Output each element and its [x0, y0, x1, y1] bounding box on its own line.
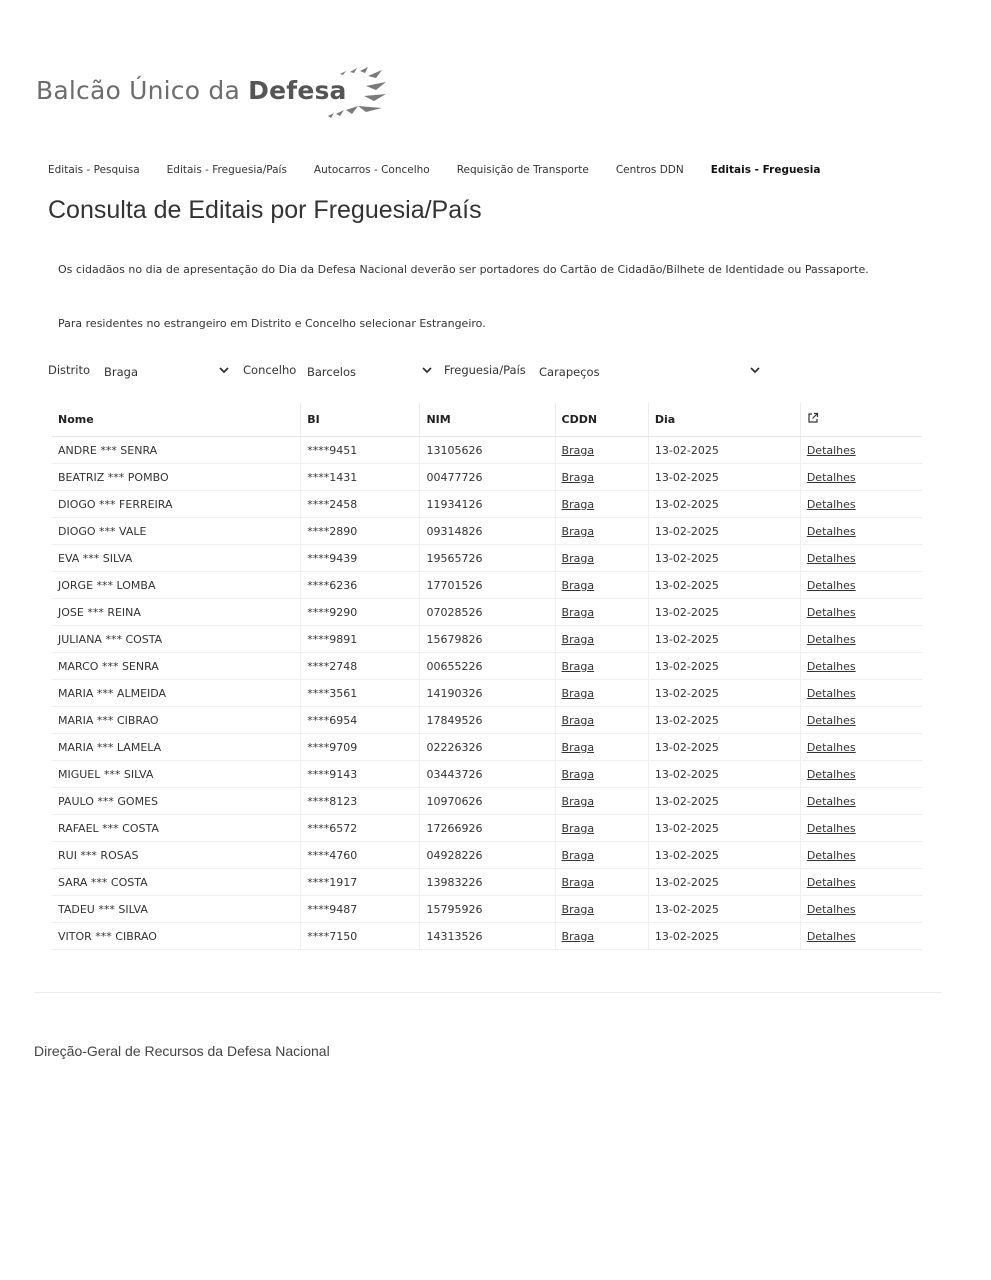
cell-dia: 13-02-2025: [648, 572, 800, 599]
cddn-link[interactable]: Braga: [561, 740, 595, 754]
cell-cddn: [555, 491, 648, 518]
brand-name: Balcão Único da Defesa: [36, 76, 347, 105]
cell-bi: ****9487: [301, 896, 420, 923]
cell-nome: ANDRE *** SENRA: [52, 437, 301, 464]
detalhes-link[interactable]: Detalhes: [806, 686, 856, 700]
cell-cddn: [555, 923, 648, 950]
table-row: [52, 842, 922, 869]
table-row: [52, 491, 922, 518]
birds-logo-icon: [306, 62, 396, 126]
cell-link: [800, 491, 922, 518]
cell-nim: 19565726: [420, 545, 555, 572]
cell-nim: 10970626: [420, 788, 555, 815]
table-row: [52, 464, 922, 491]
cell-dia: 13-02-2025: [648, 815, 800, 842]
cell-cddn: [555, 464, 648, 491]
header-bi: BI: [301, 403, 420, 437]
cell-bi: ****6954: [301, 707, 420, 734]
footer-divider: [34, 992, 942, 993]
nav-editais-pesquisa[interactable]: Editais - Pesquisa: [48, 164, 140, 176]
cell-bi: ****9709: [301, 734, 420, 761]
cell-link: [800, 788, 922, 815]
table-row: [52, 653, 922, 680]
concelho-value: Barcelos: [307, 365, 357, 379]
table-row: [52, 437, 922, 464]
cell-nim: 17849526: [420, 707, 555, 734]
cell-nome: VITOR *** CIBRAO: [52, 923, 301, 950]
header-cddn: CDDN: [555, 403, 648, 437]
cell-link: [800, 842, 922, 869]
cell-nim: 13983226: [420, 869, 555, 896]
cell-bi: ****6236: [301, 572, 420, 599]
cell-bi: ****9143: [301, 761, 420, 788]
cell-link: [800, 437, 922, 464]
detalhes-link[interactable]: Detalhes: [806, 659, 856, 673]
cell-dia: 13-02-2025: [648, 653, 800, 680]
table-row: [52, 626, 922, 653]
nav-editais-freguesia[interactable]: Editais - Freguesia: [710, 164, 821, 176]
cell-bi: ****7150: [301, 923, 420, 950]
header-nome: Nome: [52, 403, 301, 437]
distrito-label: Distrito: [48, 363, 91, 377]
detalhes-link[interactable]: Detalhes: [806, 929, 856, 943]
cell-nome: DIOGO *** FERREIRA: [52, 491, 301, 518]
nav-centros-ddn[interactable]: Centros DDN: [615, 164, 684, 176]
cell-nome: TADEU *** SILVA: [52, 896, 301, 923]
detalhes-link[interactable]: Detalhes: [806, 848, 856, 862]
table-row: [52, 734, 922, 761]
cddn-link[interactable]: Braga: [561, 551, 595, 565]
cell-nim: 09314826: [420, 518, 555, 545]
cell-nome: EVA *** SILVA: [52, 545, 301, 572]
cddn-link[interactable]: Braga: [561, 713, 595, 727]
freguesia-label: Freguesia/País: [444, 363, 526, 377]
editais-table: [52, 403, 922, 950]
cell-dia: 13-02-2025: [648, 896, 800, 923]
cddn-link[interactable]: Braga: [561, 470, 595, 484]
cell-cddn: [555, 815, 648, 842]
concelho-select[interactable]: [299, 360, 439, 384]
cell-bi: ****8123: [301, 788, 420, 815]
detalhes-link[interactable]: Detalhes: [806, 902, 856, 916]
table-row: [52, 788, 922, 815]
cell-nome: PAULO *** GOMES: [52, 788, 301, 815]
cell-nim: 07028526: [420, 599, 555, 626]
cell-nim: 15679826: [420, 626, 555, 653]
nav-editais-freguesia-pais[interactable]: Editais - Freguesia/País: [166, 164, 287, 176]
cell-cddn: [555, 869, 648, 896]
cell-bi: ****4760: [301, 842, 420, 869]
cell-dia: 13-02-2025: [648, 707, 800, 734]
cell-cddn: [555, 653, 648, 680]
cell-nim: 04928226: [420, 842, 555, 869]
cell-nome: JULIANA *** COSTA: [52, 626, 301, 653]
page-title: Consulta de Editais por Freguesia/País: [48, 196, 482, 224]
detalhes-link[interactable]: Detalhes: [806, 821, 856, 835]
cell-bi: ****1431: [301, 464, 420, 491]
cell-cddn: [555, 626, 648, 653]
cell-link: [800, 896, 922, 923]
detalhes-link[interactable]: Detalhes: [806, 443, 856, 457]
header-dia: Dia: [648, 403, 800, 437]
cell-nim: 17266926: [420, 815, 555, 842]
cell-dia: 13-02-2025: [648, 788, 800, 815]
cell-nim: 15795926: [420, 896, 555, 923]
cell-cddn: [555, 761, 648, 788]
cell-nim: 13105626: [420, 437, 555, 464]
cddn-link[interactable]: Braga: [561, 605, 595, 619]
cell-cddn: [555, 896, 648, 923]
cell-dia: 13-02-2025: [648, 464, 800, 491]
cell-dia: 13-02-2025: [648, 761, 800, 788]
table-row: [52, 680, 922, 707]
freguesia-select[interactable]: [531, 360, 767, 384]
freguesia-value: Carapeços: [539, 365, 600, 379]
cell-nim: 14313526: [420, 923, 555, 950]
cell-cddn: [555, 707, 648, 734]
cell-link: [800, 707, 922, 734]
cell-bi: ****9290: [301, 599, 420, 626]
cell-bi: ****6572: [301, 815, 420, 842]
chevron-down-icon: [749, 364, 761, 376]
cell-bi: ****2748: [301, 653, 420, 680]
cell-dia: 13-02-2025: [648, 626, 800, 653]
detalhes-link[interactable]: Detalhes: [806, 713, 856, 727]
detalhes-link[interactable]: Detalhes: [806, 875, 856, 889]
cell-bi: ****1917: [301, 869, 420, 896]
cell-cddn: [555, 518, 648, 545]
cell-nim: 11934126: [420, 491, 555, 518]
header-nim: NIM: [420, 403, 555, 437]
cddn-link[interactable]: Braga: [561, 902, 595, 916]
detalhes-link[interactable]: Detalhes: [806, 632, 856, 646]
concelho-label: Concelho: [243, 363, 297, 377]
cell-nim: 00655226: [420, 653, 555, 680]
table-row: [52, 707, 922, 734]
cell-dia: 13-02-2025: [648, 842, 800, 869]
cell-nim: 17701526: [420, 572, 555, 599]
cell-nim: 14190326: [420, 680, 555, 707]
info-documents: Os cidadãos no dia de apresentação do Dia da Defesa Nacional deverão ser portadores do Cartão de Cidadão/Bilhete de Identidade ou Passaporte.: [58, 263, 869, 276]
detalhes-link[interactable]: Detalhes: [806, 605, 856, 619]
cell-nome: RAFAEL *** COSTA: [52, 815, 301, 842]
cell-bi: ****9891: [301, 626, 420, 653]
detalhes-link[interactable]: Detalhes: [806, 497, 856, 511]
cddn-link[interactable]: Braga: [561, 443, 595, 457]
detalhes-link[interactable]: Detalhes: [806, 767, 856, 781]
cell-nome: DIOGO *** VALE: [52, 518, 301, 545]
cell-link: [800, 734, 922, 761]
cell-link: [800, 653, 922, 680]
chevron-down-icon: [421, 364, 433, 376]
cell-dia: 13-02-2025: [648, 491, 800, 518]
cell-bi: ****9439: [301, 545, 420, 572]
cddn-link[interactable]: Braga: [561, 848, 595, 862]
cell-cddn: [555, 437, 648, 464]
cell-cddn: [555, 734, 648, 761]
brand-logo[interactable]: [36, 62, 366, 132]
cddn-link[interactable]: Braga: [561, 875, 595, 889]
cell-cddn: [555, 599, 648, 626]
cell-nome: MARCO *** SENRA: [52, 653, 301, 680]
cell-bi: ****9451: [301, 437, 420, 464]
cddn-link[interactable]: Braga: [561, 794, 595, 808]
chevron-down-icon: [218, 364, 230, 376]
table-row: [52, 896, 922, 923]
cell-link: [800, 626, 922, 653]
cell-link: [800, 572, 922, 599]
cddn-link[interactable]: Braga: [561, 497, 595, 511]
table-row: [52, 761, 922, 788]
cell-nome: MIGUEL *** SILVA: [52, 761, 301, 788]
cddn-link[interactable]: Braga: [561, 767, 595, 781]
cell-cddn: [555, 842, 648, 869]
cell-cddn: [555, 545, 648, 572]
distrito-select[interactable]: [96, 360, 236, 384]
detalhes-link[interactable]: Detalhes: [806, 794, 856, 808]
cell-nome: JOSE *** REINA: [52, 599, 301, 626]
table-row: [52, 518, 922, 545]
cddn-link[interactable]: Braga: [561, 524, 595, 538]
cell-nome: MARIA *** LAMELA: [52, 734, 301, 761]
cell-nome: MARIA *** CIBRAO: [52, 707, 301, 734]
cell-dia: 13-02-2025: [648, 680, 800, 707]
cell-link: [800, 680, 922, 707]
cddn-link[interactable]: Braga: [561, 578, 595, 592]
brand-name-bold: Defesa: [248, 76, 347, 105]
cell-link: [800, 464, 922, 491]
cell-bi: ****3561: [301, 680, 420, 707]
cell-nim: 03443726: [420, 761, 555, 788]
cell-cddn: [555, 788, 648, 815]
cell-bi: ****2890: [301, 518, 420, 545]
cddn-link[interactable]: Braga: [561, 632, 595, 646]
nav-requisicao-transporte[interactable]: Requisição de Transporte: [456, 164, 589, 176]
cell-cddn: [555, 572, 648, 599]
cell-nome: SARA *** COSTA: [52, 869, 301, 896]
cell-nome: MARIA *** ALMEIDA: [52, 680, 301, 707]
table-row: [52, 923, 922, 950]
cell-dia: 13-02-2025: [648, 518, 800, 545]
cell-dia: 13-02-2025: [648, 734, 800, 761]
cddn-link[interactable]: Braga: [561, 686, 595, 700]
cell-nim: 00477726: [420, 464, 555, 491]
distrito-value: Braga: [104, 365, 139, 379]
cell-nome: RUI *** ROSAS: [52, 842, 301, 869]
detalhes-link[interactable]: Detalhes: [806, 551, 856, 565]
cell-link: [800, 518, 922, 545]
detalhes-link[interactable]: Detalhes: [806, 578, 856, 592]
cell-cddn: [555, 680, 648, 707]
table-row: [52, 815, 922, 842]
footer-text: Direção-Geral de Recursos da Defesa Nacional: [34, 1043, 330, 1059]
cell-dia: 13-02-2025: [648, 545, 800, 572]
detalhes-link[interactable]: Detalhes: [806, 470, 856, 484]
table-row: [52, 545, 922, 572]
cell-link: [800, 599, 922, 626]
table-row: [52, 599, 922, 626]
cell-link: [800, 815, 922, 842]
cddn-link[interactable]: Braga: [561, 821, 595, 835]
cell-dia: 13-02-2025: [648, 923, 800, 950]
nav-autocarros-concelho[interactable]: Autocarros - Concelho: [313, 164, 430, 176]
main-nav: [48, 164, 848, 176]
cell-link: [800, 761, 922, 788]
table-header-row: [52, 403, 922, 437]
cell-link: [800, 923, 922, 950]
table-row: [52, 572, 922, 599]
cell-nome: BEATRIZ *** POMBO: [52, 464, 301, 491]
cell-nim: 02226326: [420, 734, 555, 761]
detalhes-link[interactable]: Detalhes: [806, 524, 856, 538]
cell-nome: JORGE *** LOMBA: [52, 572, 301, 599]
cell-bi: ****2458: [301, 491, 420, 518]
table-row: [52, 869, 922, 896]
cell-link: [800, 545, 922, 572]
cell-dia: 13-02-2025: [648, 437, 800, 464]
cell-dia: 13-02-2025: [648, 869, 800, 896]
detalhes-link[interactable]: Detalhes: [806, 740, 856, 754]
cddn-link[interactable]: Braga: [561, 659, 595, 673]
header-external-link: [800, 403, 922, 437]
cddn-link[interactable]: Braga: [561, 929, 595, 943]
cell-link: [800, 869, 922, 896]
cell-dia: 13-02-2025: [648, 599, 800, 626]
info-abroad: Para residentes no estrangeiro em Distrito e Concelho selecionar Estrangeiro.: [58, 317, 486, 330]
external-link-icon: [807, 412, 819, 424]
